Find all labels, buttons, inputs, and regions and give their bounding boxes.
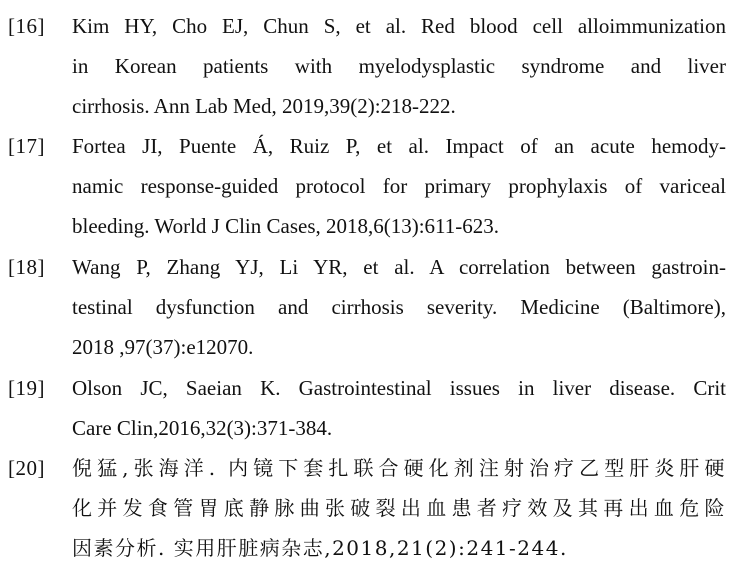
reference-line: 化并发食管胃底静脉曲张破裂出血患者疗效及其再出血危险 — [72, 496, 726, 520]
reference-number: [16] — [8, 14, 45, 38]
reference-line: Kim HY, Cho EJ, Chun S, et al. Red blood cell alloimmunization — [72, 14, 726, 38]
reference-line: 2018 ,97(37):e12070. — [72, 335, 254, 359]
reference-line: in Korean patients with myelodysplastic syndrome and liver — [72, 54, 726, 78]
reference-number: [18] — [8, 255, 45, 279]
reference-line: 倪猛,张海洋. 内镜下套扎联合硬化剂注射治疗乙型肝炎肝硬 — [72, 456, 726, 480]
reference-line: Fortea JI, Puente Á, Ruiz P, et al. Impact of an acute hemody- — [72, 134, 726, 158]
reference-line: bleeding. World J Clin Cases, 2018,6(13):611-623. — [72, 214, 500, 238]
reference-line: testinal dysfunction and cirrhosis severity. Medicine (Baltimore), — [72, 295, 726, 319]
reference-number: [17] — [8, 134, 45, 158]
reference-line: cirrhosis. Ann Lab Med, 2019,39(2):218-222. — [72, 94, 456, 118]
reference-number: [19] — [8, 376, 45, 400]
reference-line: 因素分析. 实用肝脏病杂志,2018,21(2):241-244. — [72, 536, 568, 560]
reference-line: Care Clin,2016,32(3):371-384. — [72, 416, 333, 440]
reference-number: [20] — [8, 456, 45, 480]
reference-line: namic response-guided protocol for primary prophylaxis of variceal — [72, 174, 726, 198]
reference-line: Wang P, Zhang YJ, Li YR, et al. A correlation between gastroin- — [72, 255, 726, 279]
reference-line: Olson JC, Saeian K. Gastrointestinal issues in liver disease. Crit — [72, 376, 726, 400]
